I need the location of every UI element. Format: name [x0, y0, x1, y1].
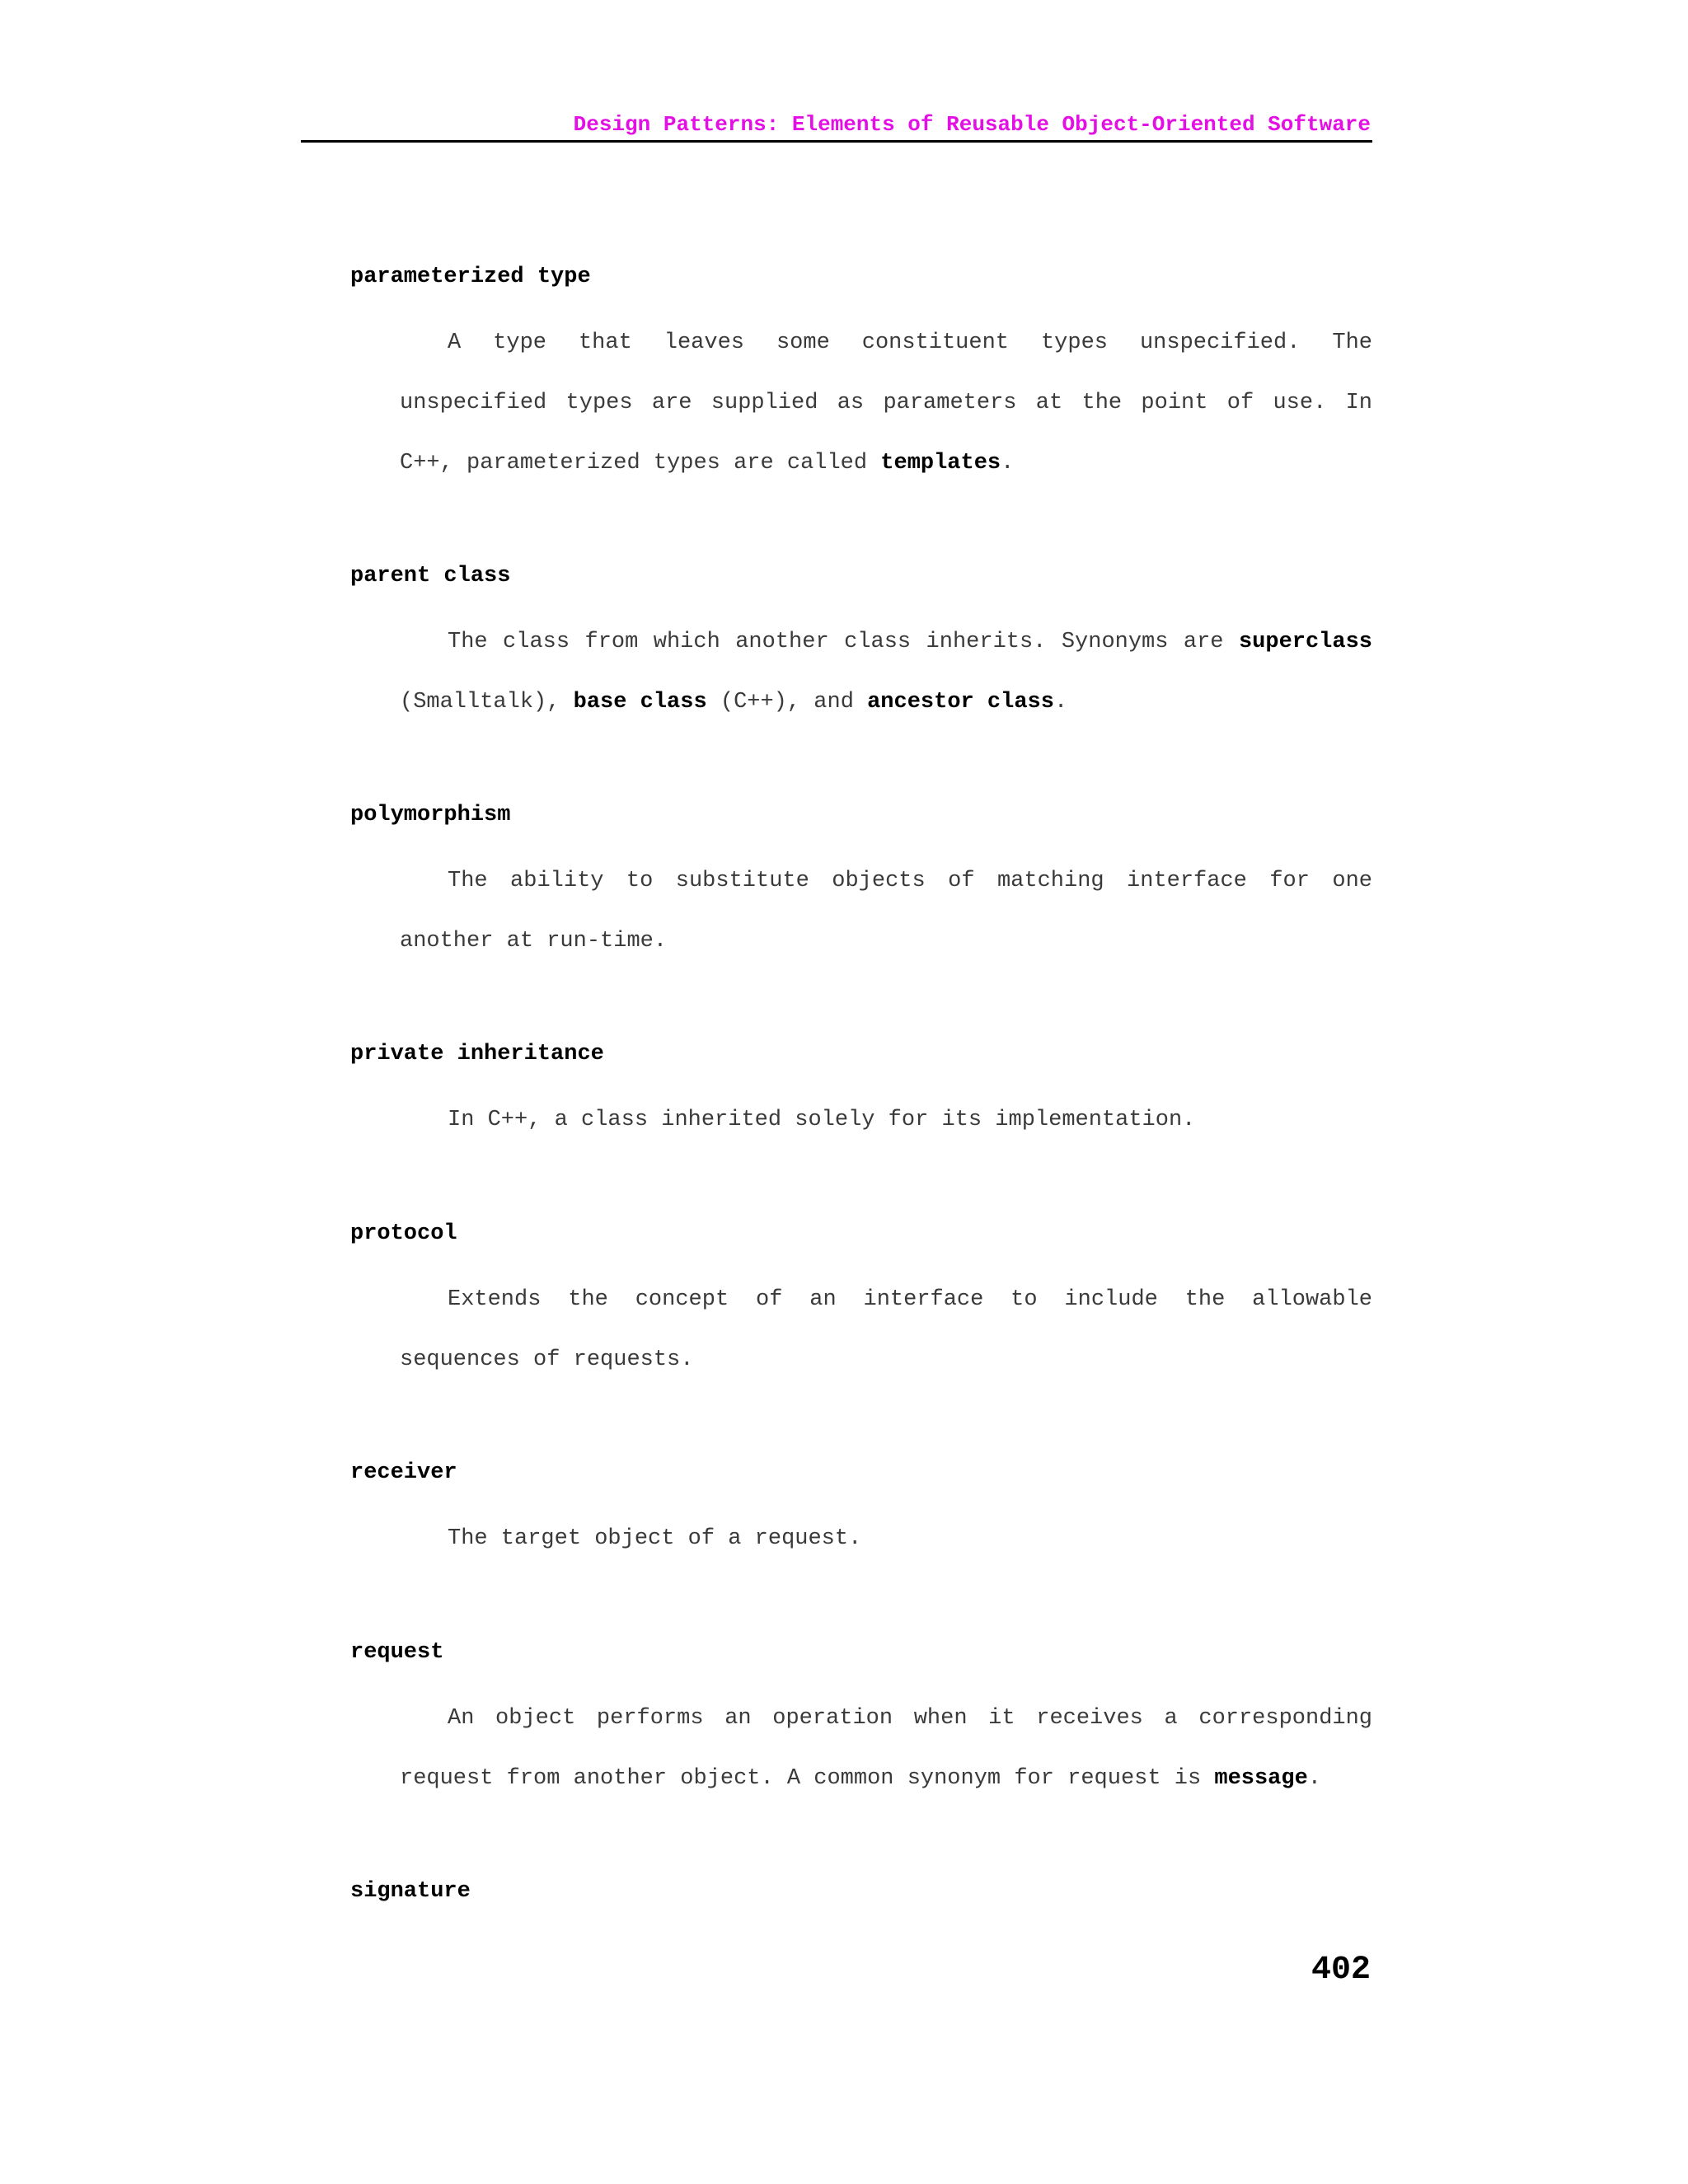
- glossary-entry-parent-class: [350, 560, 1372, 733]
- glossary-definition: [400, 1509, 1372, 1569]
- glossary-entry-signature: [350, 1875, 1372, 1908]
- glossary-definition: [400, 612, 1372, 733]
- glossary-term: request: [350, 1640, 444, 1665]
- definition-text: An object performs an operation when it receives a corresponding request from another object. A common synonym for request is: [400, 1706, 1372, 1791]
- glossary-term: parent class: [350, 564, 511, 588]
- definition-text: (C++), and: [706, 690, 868, 715]
- definition-text: A type that leaves some constituent types unspecified. The unspecified types are supplied as parameters at the point of use. In C++, parameterized types are called: [400, 330, 1372, 476]
- glossary-entry-private-inheritance: [350, 1038, 1372, 1151]
- glossary-term: polymorphism: [350, 803, 511, 827]
- glossary-definition: [400, 1689, 1372, 1809]
- glossary-definition: [400, 851, 1372, 972]
- definition-keyword: ancestor class: [867, 690, 1054, 715]
- glossary-entry-polymorphism: [350, 799, 1372, 972]
- page-number: 402: [1311, 1952, 1371, 1989]
- definition-text: The class from which another class inherits. Synonyms are: [448, 630, 1239, 654]
- definition-text: The target object of a request.: [448, 1526, 862, 1551]
- definition-keyword: superclass: [1238, 630, 1372, 654]
- definition-keyword: message: [1214, 1766, 1308, 1791]
- glossary-term: parameterized type: [350, 265, 591, 289]
- page-header-title: Design Patterns: Elements of Reusable Object-Oriented Software: [573, 112, 1371, 137]
- glossary-term: signature: [350, 1879, 471, 1904]
- glossary-term: private inheritance: [350, 1042, 604, 1066]
- definition-text: The ability to substitute objects of matching interface for one another at run-time.: [400, 869, 1372, 954]
- definition-text: Extends the concept of an interface to include the allowable sequences of requests.: [400, 1287, 1372, 1372]
- definition-keyword: templates: [880, 451, 1001, 476]
- definition-keyword: base class: [573, 690, 707, 715]
- header-divider: [301, 140, 1372, 143]
- definition-text: (Smalltalk),: [400, 690, 574, 715]
- definition-text: .: [1053, 690, 1068, 715]
- glossary-entry-receiver: [350, 1456, 1372, 1569]
- glossary-entry-parameterized-type: [350, 260, 1372, 494]
- glossary-term: receiver: [350, 1460, 457, 1485]
- glossary-entry-protocol: [350, 1217, 1372, 1390]
- definition-text: .: [1307, 1766, 1321, 1791]
- glossary-term: protocol: [350, 1221, 457, 1246]
- glossary-definition: [400, 1090, 1372, 1151]
- glossary-entry-request: [350, 1636, 1372, 1809]
- glossary-definition: [400, 1270, 1372, 1390]
- definition-text: .: [1001, 451, 1015, 476]
- glossary-definition: [400, 313, 1372, 494]
- definition-text: In C++, a class inherited solely for its implementation.: [448, 1108, 1196, 1132]
